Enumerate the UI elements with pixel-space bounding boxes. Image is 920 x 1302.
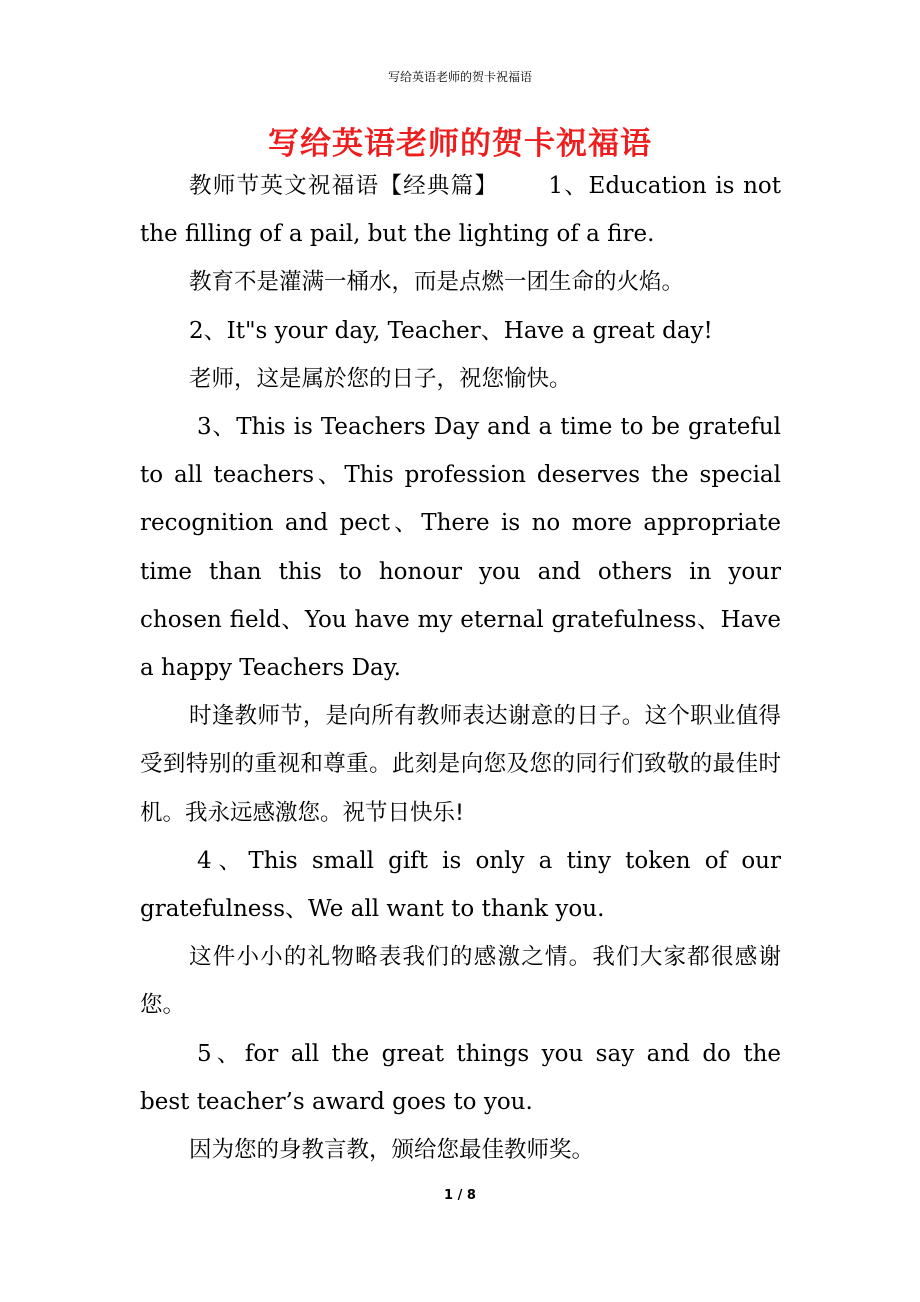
paragraph-10: 因为您的身教言教，颁给您最佳教师奖。 [189, 1137, 595, 1164]
paragraph-1 [140, 162, 781, 258]
paragraph-7: 4、This small gift is only a tiny token of our gratefulness、We all want to thank you. [140, 847, 781, 923]
paragraph-6: 时逢教师节，是向所有教师表达谢意的日子。这个职业值得受到特别的重视和尊重。此刻是向您及您的同行们致敬的最佳时机。我永远感激您。祝节日快乐! [140, 703, 781, 826]
paragraph-1-text: 1、Education is not the filling of a pail, but the lighting of a fire. [140, 173, 781, 248]
paragraph-1-heading: 教师节英文祝福语【经典篇】 [189, 173, 499, 199]
paragraph-9: 5、for all the great things you say and do the best teacher’s award goes to you. [140, 1040, 781, 1115]
paragraph-5: 3、This is Teachers Day and a time to be grateful to all teachers、This profession deserves the special recognition and pect、There is no more appropriate time than this to honour you and others in your chosen field、You have my eternal gratefulness、Have a happy Teachers Day. [140, 414, 781, 682]
page-header: 写给英语老师的贺卡祝福语 [387, 70, 532, 84]
page-number: 1 / 8 [444, 1188, 476, 1203]
document-title: 写给英语老师的贺卡祝福语 [268, 126, 652, 162]
document-body [140, 162, 781, 1174]
paragraph-2: 教育不是灌满一桶水，而是点燃一团生命的火焰。 [189, 269, 685, 296]
paragraph-4: 老师，这是属於您的日子，祝您愉快。 [189, 365, 572, 392]
paragraph-8: 这件小小的礼物略表我们的感激之情。我们大家都很感谢您。 [140, 944, 781, 1019]
paragraph-3: 2、It"s your day, Teacher、Have a great day! [189, 317, 713, 344]
